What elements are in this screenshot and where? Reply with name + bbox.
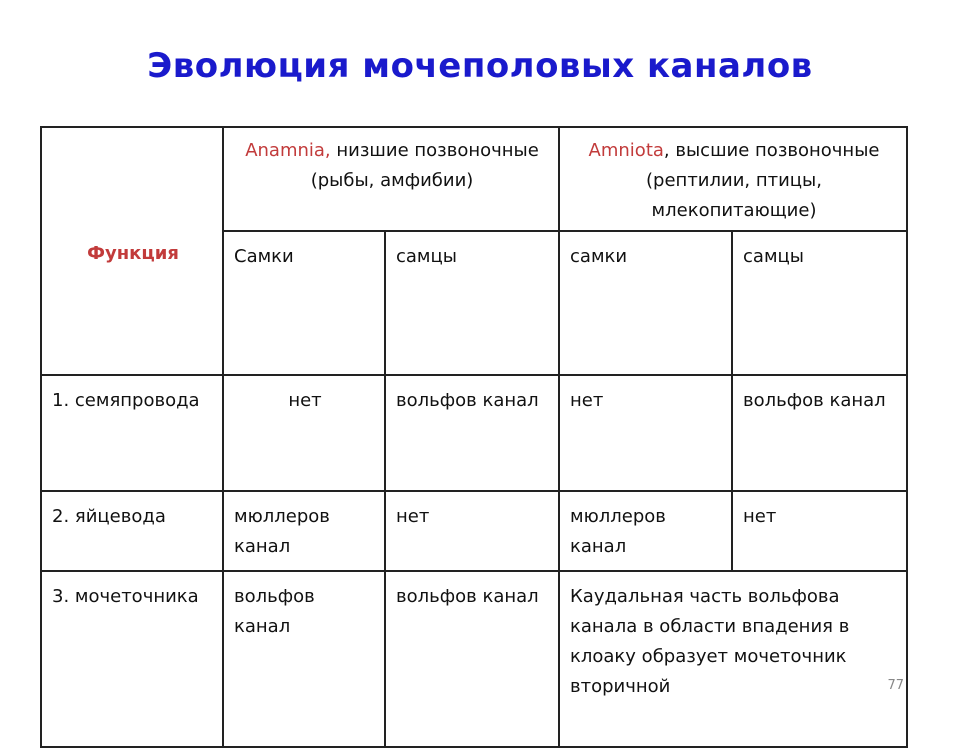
slide-title: Эволюция мочеполовых каналов: [147, 46, 813, 86]
subheader-anamnia-female: Самки: [223, 231, 385, 375]
evolution-table-container: [40, 126, 906, 748]
cell-amniota-female: нет: [559, 375, 732, 491]
anamnia-latin-label: Anamnia,: [245, 140, 331, 161]
table-row: [41, 375, 907, 491]
header-anamnia: [223, 127, 559, 231]
row-function: 1. семяпровода: [41, 375, 223, 491]
cell-anamnia-female: нет: [223, 375, 385, 491]
subheader-anamnia-male: самцы: [385, 231, 559, 375]
cell-anamnia-male: нет: [385, 491, 559, 571]
header-row: [41, 127, 907, 231]
evolution-table: [40, 126, 908, 748]
table-row: [41, 491, 907, 571]
header-amniota: [559, 127, 907, 231]
subheader-amniota-female: самки: [559, 231, 732, 375]
header-function: Функция: [41, 127, 223, 375]
cell-amniota-female: мюллеров канал: [559, 491, 732, 571]
table-row: [41, 571, 907, 747]
cell-anamnia-female: вольфов канал: [223, 571, 385, 747]
anamnia-description: низшие позвоночные (рыбы, амфибии): [310, 140, 539, 191]
subheader-amniota-male: самцы: [732, 231, 907, 375]
cell-anamnia-male: вольфов канал: [385, 375, 559, 491]
cell-amniota-merged: Каудальная часть вольфова канала в области впадения в клоаку образует мочеточник вторичной: [559, 571, 907, 747]
cell-amniota-male: вольфов канал: [732, 375, 907, 491]
row-function: 2. яйцевода: [41, 491, 223, 571]
row-function: 3. мочеточника: [41, 571, 223, 747]
cell-anamnia-female: мюллеров канал: [223, 491, 385, 571]
amniota-description: , высшие позвоночные (рептилии, птицы, млекопитающие): [646, 140, 880, 221]
amniota-latin-label: Amniota: [588, 140, 664, 161]
cell-amniota-male: нет: [732, 491, 907, 571]
cell-anamnia-male: вольфов канал: [385, 571, 559, 747]
page-number: 77: [887, 678, 904, 693]
